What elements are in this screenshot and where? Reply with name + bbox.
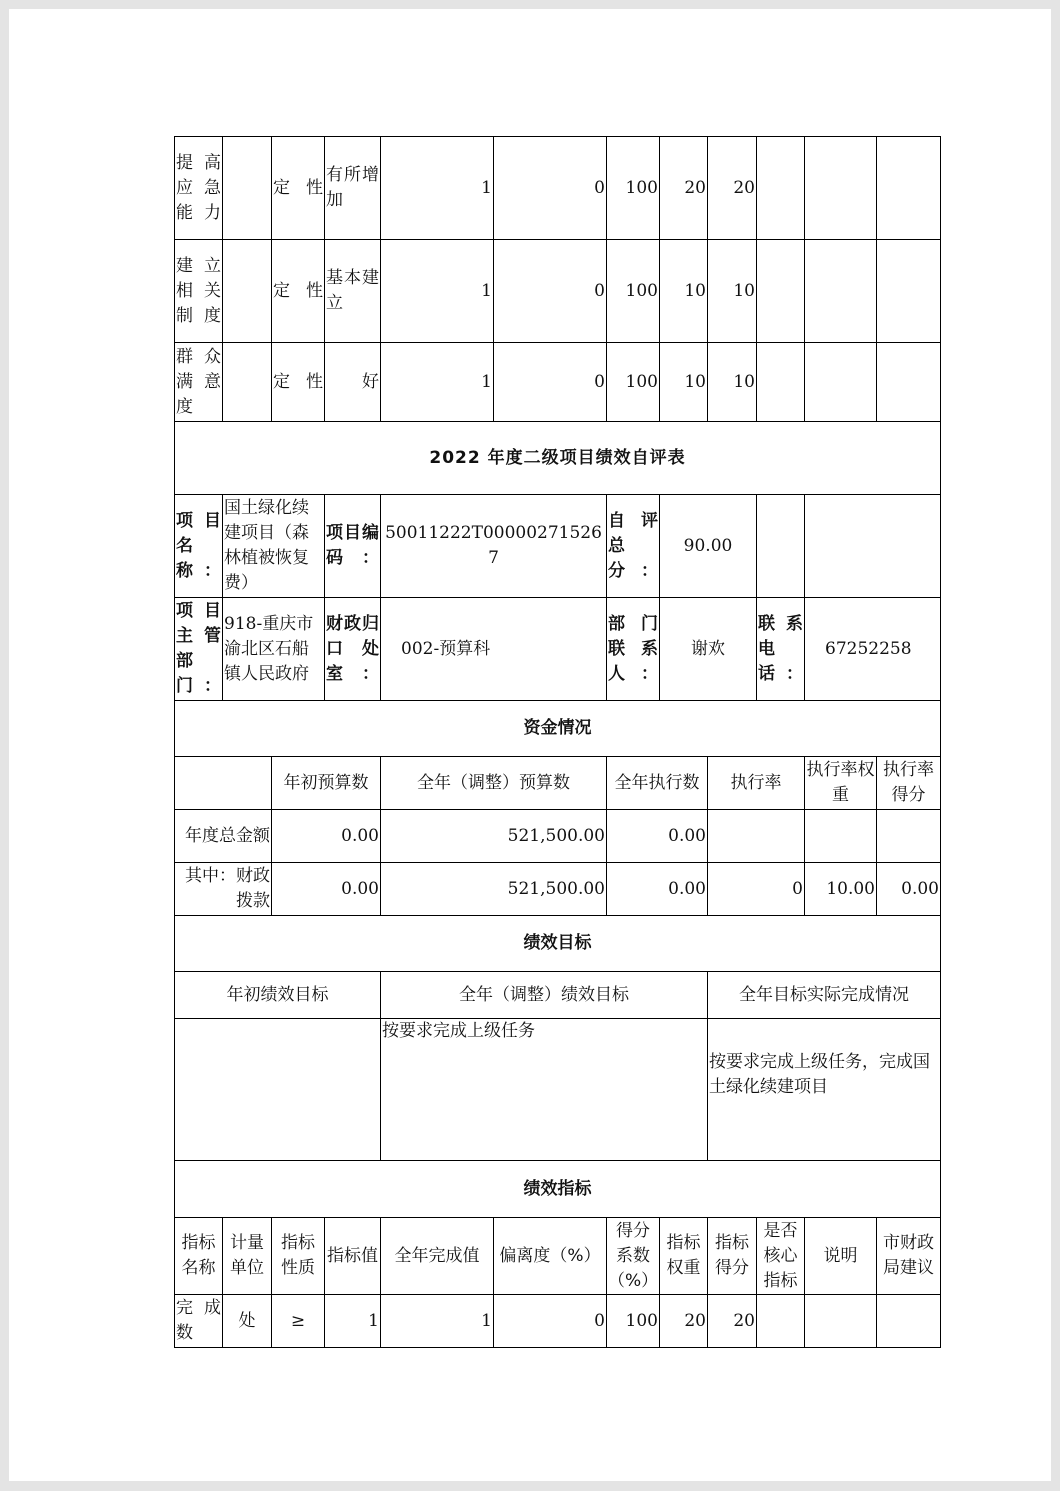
indicators-header: 指标性质 [272, 1218, 325, 1295]
goals-header: 全年（调整）绩效目标 [381, 972, 708, 1019]
phone-label: 联系电话： [757, 598, 805, 701]
indicator-coef: 100 [607, 240, 660, 343]
indicator-name: 群众满意度 [175, 343, 223, 422]
funds-header: 全年（调整）预算数 [381, 757, 607, 810]
indicators-header: 指标值 [325, 1218, 381, 1295]
indicator-note [805, 137, 877, 240]
indicators-header: 计量单位 [223, 1218, 272, 1295]
indicator-suggestion [877, 1295, 941, 1348]
indicator-core [757, 137, 805, 240]
indicator-nature: 定性 [272, 240, 325, 343]
indicator-core [757, 240, 805, 343]
funds-row [175, 810, 941, 863]
indicator-coef: 100 [607, 137, 660, 240]
indicator-value: 1 [325, 1295, 381, 1348]
indicators-header: 指标得分 [708, 1218, 757, 1295]
funds-rate-score: 0.00 [877, 863, 941, 916]
funds-header: 年初预算数 [272, 757, 381, 810]
funds-rate [708, 810, 805, 863]
indicator-deviation: 0 [494, 240, 607, 343]
indicator-actual: 1 [381, 1295, 494, 1348]
finance-office-label: 财政归口处室： [325, 598, 381, 701]
indicator-actual: 1 [381, 137, 494, 240]
project-info-row [175, 495, 941, 598]
indicator-score: 20 [708, 1295, 757, 1348]
indicator-row [175, 1295, 941, 1348]
department-label: 项目主管部门： [175, 598, 223, 701]
indicator-unit: 处 [223, 1295, 272, 1348]
indicator-nature: ≥ [272, 1295, 325, 1348]
funds-header: 执行率得分 [877, 757, 941, 810]
goals-section-title: 绩效目标 [175, 916, 941, 972]
indicators-section-title: 绩效指标 [175, 1161, 941, 1218]
funds-header: 全年执行数 [607, 757, 708, 810]
indicator-score: 20 [708, 137, 757, 240]
funds-rate-score [877, 810, 941, 863]
initial-goal [175, 1019, 381, 1161]
indicator-score: 10 [708, 343, 757, 422]
funds-section-title: 资金情况 [175, 701, 941, 757]
indicator-name: 提高应急能力 [175, 137, 223, 240]
indicator-unit [223, 137, 272, 240]
indicator-row [175, 137, 941, 240]
contact-label: 部门联系人： [607, 598, 660, 701]
evaluation-table [174, 136, 941, 1348]
indicator-weight: 20 [660, 137, 708, 240]
funds-header: 执行率 [708, 757, 805, 810]
indicator-note [805, 240, 877, 343]
indicator-actual: 1 [381, 240, 494, 343]
indicators-header: 指标权重 [660, 1218, 708, 1295]
indicator-weight: 10 [660, 343, 708, 422]
adjusted-goal: 按要求完成上级任务 [381, 1019, 708, 1161]
score-label: 自评总分： [607, 495, 660, 598]
funds-rate-weight: 10.00 [805, 863, 877, 916]
indicators-header: 偏离度（%） [494, 1218, 607, 1295]
indicator-note [805, 1295, 877, 1348]
indicator-value: 有所增加 [325, 137, 381, 240]
funds-header-row [175, 757, 941, 810]
goals-header: 全年目标实际完成情况 [708, 972, 941, 1019]
indicator-coef: 100 [607, 343, 660, 422]
goals-row [175, 1019, 941, 1161]
project-name: 国土绿化续建项目（森林植被恢复费） [223, 495, 325, 598]
indicator-suggestion [877, 137, 941, 240]
indicator-unit [223, 343, 272, 422]
funds-executed: 0.00 [607, 810, 708, 863]
phone-number: 67252258 [805, 598, 941, 701]
indicator-core [757, 1295, 805, 1348]
indicator-name: 完成数 [175, 1295, 223, 1348]
indicator-deviation: 0 [494, 137, 607, 240]
indicator-row [175, 343, 941, 422]
indicators-header: 得分系数（%） [607, 1218, 660, 1295]
document-page [9, 9, 1051, 1481]
indicators-header: 市财政局建议 [877, 1218, 941, 1295]
department-info-row [175, 598, 941, 701]
funds-row [175, 863, 941, 916]
funds-adjusted: 521,500.00 [381, 863, 607, 916]
funds-initial: 0.00 [272, 810, 381, 863]
indicator-nature: 定性 [272, 137, 325, 240]
indicator-note [805, 343, 877, 422]
indicator-value: 基本建立 [325, 240, 381, 343]
project-code-label: 项目编码： [325, 495, 381, 598]
funds-adjusted: 521,500.00 [381, 810, 607, 863]
funds-row-label: 其中：财政拨款 [175, 863, 272, 916]
indicator-core [757, 343, 805, 422]
indicators-header: 指标名称 [175, 1218, 223, 1295]
funds-row-label: 年度总金额 [175, 810, 272, 863]
indicator-name: 建立相关制度 [175, 240, 223, 343]
contact-person: 谢欢 [660, 598, 757, 701]
indicators-header-row [175, 1218, 941, 1295]
goals-header: 年初绩效目标 [175, 972, 381, 1019]
indicator-score: 10 [708, 240, 757, 343]
project-name-label: 项目名称： [175, 495, 223, 598]
indicator-row [175, 240, 941, 343]
indicator-suggestion [877, 240, 941, 343]
total-score: 90.00 [660, 495, 757, 598]
funds-initial: 0.00 [272, 863, 381, 916]
goals-header-row [175, 972, 941, 1019]
indicators-header: 说明 [805, 1218, 877, 1295]
project-code: 50011222T000002715267 [381, 495, 607, 598]
indicator-nature: 定性 [272, 343, 325, 422]
indicator-value: 好 [325, 343, 381, 422]
indicator-deviation: 0 [494, 1295, 607, 1348]
indicator-deviation: 0 [494, 343, 607, 422]
indicator-unit [223, 240, 272, 343]
funds-executed: 0.00 [607, 863, 708, 916]
funds-header: 执行率权重 [805, 757, 877, 810]
department: 918-重庆市渝北区石船镇人民政府 [223, 598, 325, 701]
finance-office: 002-预算科 [381, 598, 607, 701]
funds-rate-weight [805, 810, 877, 863]
indicator-weight: 20 [660, 1295, 708, 1348]
actual-completion: 按要求完成上级任务，完成国土绿化续建项目 [708, 1019, 941, 1161]
indicators-header: 全年完成值 [381, 1218, 494, 1295]
funds-rate: 0 [708, 863, 805, 916]
indicators-header: 是否核心指标 [757, 1218, 805, 1295]
indicator-coef: 100 [607, 1295, 660, 1348]
indicator-suggestion [877, 343, 941, 422]
indicator-weight: 10 [660, 240, 708, 343]
indicator-actual: 1 [381, 343, 494, 422]
document-title: 2022 年度二级项目绩效自评表 [175, 422, 941, 495]
